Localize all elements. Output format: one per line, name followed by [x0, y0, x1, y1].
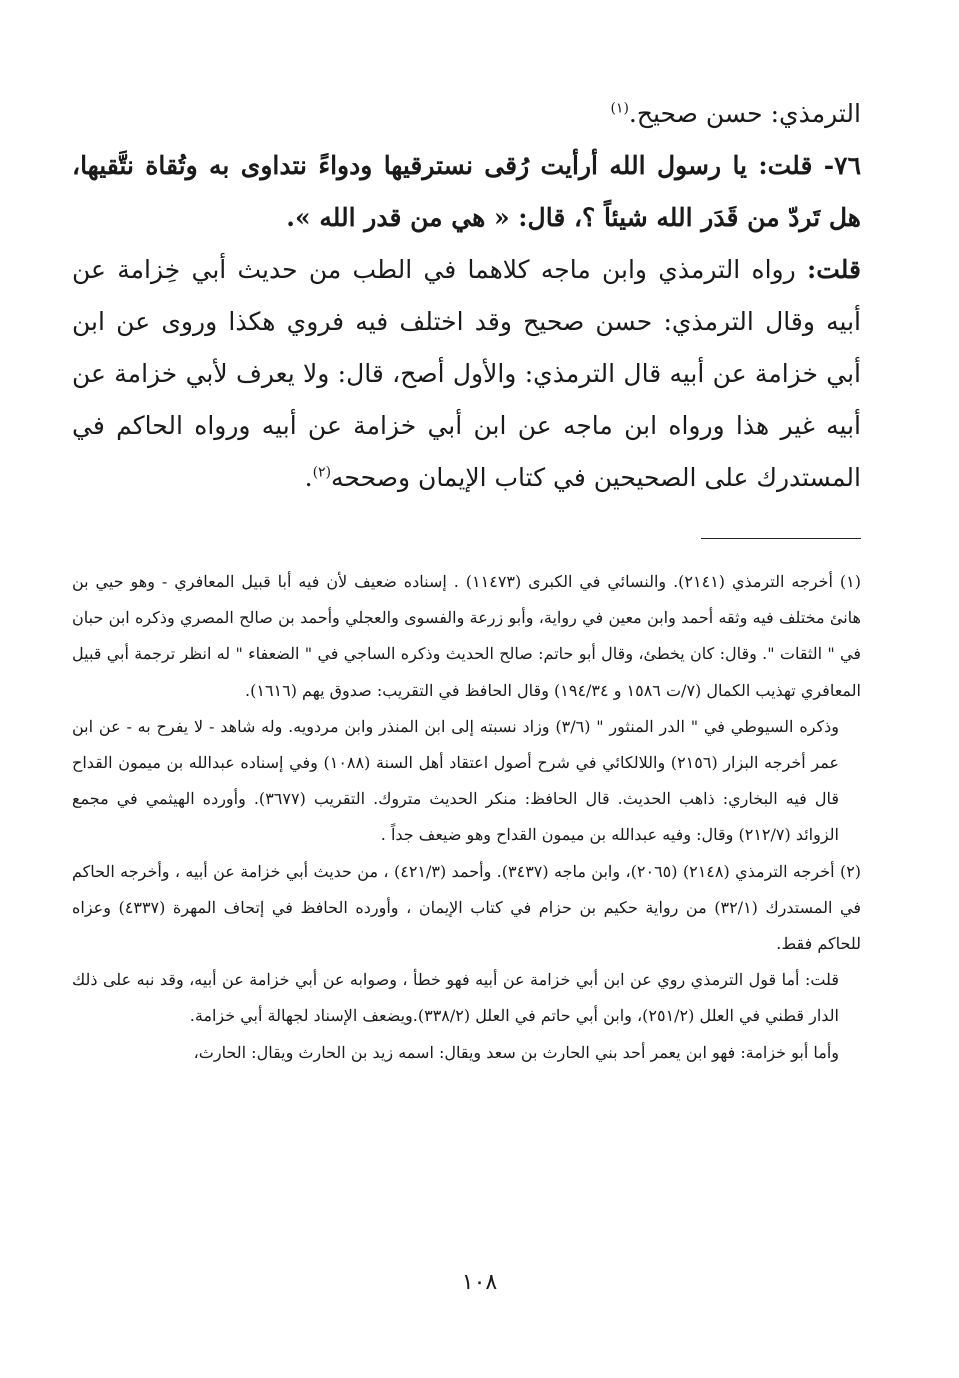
footnote-1: (١) أخرجه الترمذي (٢١٤١). والنسائي في الكبرى (١١٤٧٣) . إسناده ضعيف لأن فيه أبا قبيل المعافري - وهو حيي بن هانئ مختلف فيه وثقه أحمد وابن معين في رواية، وأبو زرعة والفسوى والعجلي وأحمد بن صالح المصري وذكره ابن حبان في " الثقات ". وقال: كان يخطئ، وقال أبو حاتم: صالح الحديث وذكره الساجي في " الضعفاء " له انظر ترجمة أبي قبيل المعافري تهذيب الكمال (٧/ت ١٥٨٦ و ١٩٤/٣٤) وقال الحافظ في التقريب: صدوق يهم (١٦١٦). [72, 572, 862, 700]
footnote-ref-1: (١) [610, 100, 629, 117]
footnote-2: (٢) أخرجه الترمذي (٢١٤٨) (٢٠٦٥)، وابن ماجه (٣٤٣٧). وأحمد (٤٢١/٣) ، من حديث أبي خزامة عن أبيه ، وأخرجه الحاكم في المستدرك (٣٢/١) من رواية حكيم بن حزام في كتاب الإيمان ، وأورده الحافظ في إتحاف المهرة (٤٣٣٧) وعزاه للحاكم فقط. [72, 861, 862, 954]
footnote-1-continued: وذكره السيوطي في " الدر المنثور " (٣/٦) وزاد نسبته إلى ابن المنذر وابن مردويه. وله شاهد - لا يفرح به - عن ابن عمر أخرجه البزار (٢١٥٦) واللالكائي في شرح أصول اعتقاد أهل السنة (١٠٨٨) وفي إسناده عبدالله بن ميمون القداح قال فيه البخاري: ذاهب الحديث. قال الحافظ: منكر الحديث متروك. التقريب (٣٦٧٧). وأورده الهيثمي في مجمع الزوائد (٢١٢/٧) وقال: وفيه عبدالله بن ميمون القداح وهو ضيعف جداً . [72, 716, 840, 845]
page-number: ١٠٨ [461, 1270, 498, 1295]
footnote-ref-2: (٢) [312, 464, 332, 481]
commentary-text: رواه الترمذي وابن ماجه كلاهما في الطب من حديث أبي خِزامة عن أبيه وقال الترمذي: حسن صحيح وقد اختلف فيه فروي هكذا وروى عن ابن أبي خزامة عن أبيه قال الترمذي: والأول أصح، قال: ولا يعرف لأبي خزامة عن أبيه غير هذا ورواه ابن ماجه عن ابن أبي خزامة عن أبيه ورواه الحاكم في المستدرك على الصحيحين في كتاب الإيمان وصححه [72, 255, 861, 492]
main-text [72, 88, 861, 504]
commentary-lead: قلت: [806, 255, 861, 284]
footnote-2-note: قلت: أما قول الترمذي روي عن ابن أبي خزامة عن أبيه فهو خطأ ، وصوابه عن أبي خزامة عن أبيه، وقد نبه على ذلك الدار قطني في العلل (٢٥١/٢)، وابن أبي حاتم في العلل (٣٣٨/٢).ويضعف الإسناد لجهالة أبي خزامة. [72, 970, 839, 1026]
footnotes [72, 564, 861, 1071]
footnote-separator [701, 538, 861, 539]
continuation-line [72, 88, 861, 140]
hadith-76: ٧٦- قلت: يا رسول الله أرأيت رُقى نسترقيها ودواءً نتداوى به وتُقاة نتَّقيها، هل تَردّ من قَدَر الله شيئاً ؟، قال: « هي من قدر الله ». [72, 151, 861, 232]
continuation-text: الترمذي: حسن صحيح. [628, 99, 861, 128]
commentary-end: . [304, 463, 313, 492]
commentary-paragraph [72, 244, 861, 504]
footnote-2-continued: وأما أبو خزامة: فهو ابن يعمر أحد بني الحارث بن سعد ويقال: اسمه زيد بن الحارث ويقال: الحارث، [193, 1042, 839, 1062]
